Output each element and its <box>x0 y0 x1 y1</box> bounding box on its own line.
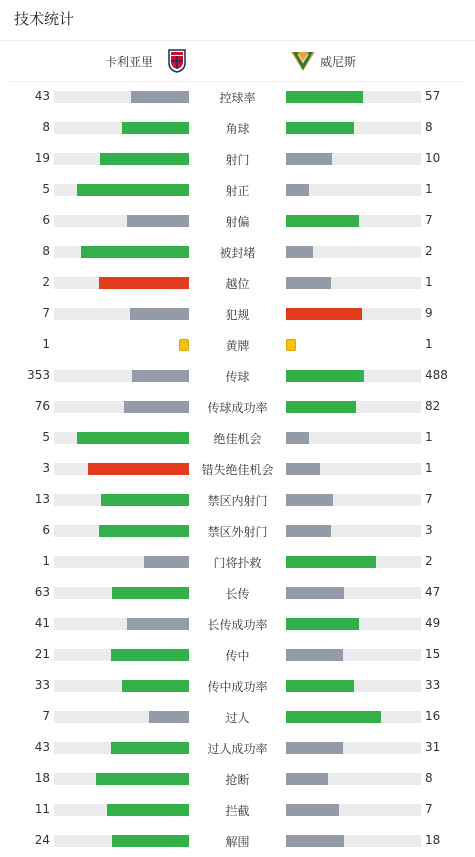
away-bar-fill <box>286 587 344 599</box>
home-bar-track <box>54 618 189 630</box>
away-bar-fill <box>286 742 343 754</box>
away-value: 1 <box>425 182 433 196</box>
away-bar-track <box>286 525 421 537</box>
home-bar-track <box>54 432 189 444</box>
away-value: 49 <box>425 616 441 630</box>
stat-label: 禁区内射门 <box>207 494 268 508</box>
home-bar-fill <box>122 122 190 134</box>
teams-header <box>10 41 466 82</box>
stat-row <box>0 546 475 577</box>
stat-label: 解围 <box>225 835 250 849</box>
away-value: 10 <box>425 151 441 165</box>
away-value: 2 <box>425 244 433 258</box>
stat-row <box>0 732 475 763</box>
home-bar-track <box>54 835 189 847</box>
away-bar-fill <box>286 773 328 785</box>
away-value: 16 <box>425 709 441 723</box>
home-value: 7 <box>42 709 50 723</box>
home-bar-track <box>54 246 189 258</box>
home-bar-fill <box>88 463 189 475</box>
stat-label: 传中 <box>225 649 250 663</box>
away-value: 488 <box>425 368 448 382</box>
home-value: 63 <box>34 585 50 599</box>
stat-label: 控球率 <box>219 91 256 105</box>
away-value: 18 <box>425 833 441 847</box>
home-bar-fill <box>130 308 189 320</box>
away-bar-track <box>286 246 421 258</box>
home-value: 5 <box>42 430 50 444</box>
stat-row <box>0 329 475 360</box>
stat-row <box>0 608 475 639</box>
home-bar-fill <box>127 618 189 630</box>
stat-row <box>0 763 475 794</box>
away-bar-track <box>286 370 421 382</box>
away-bar-track <box>286 649 421 661</box>
away-value: 3 <box>425 523 433 537</box>
away-bar-track <box>286 711 421 723</box>
home-value: 8 <box>42 120 50 134</box>
stat-label: 被封堵 <box>219 246 256 260</box>
away-value: 1 <box>425 337 433 351</box>
home-bar-fill <box>77 432 189 444</box>
stats-list <box>0 81 475 856</box>
stat-label: 门将扑救 <box>213 556 262 570</box>
yellow-card-icon <box>286 339 296 351</box>
away-bar-fill <box>286 680 354 692</box>
away-value: 1 <box>425 461 433 475</box>
away-bar-fill <box>286 91 363 103</box>
stat-row <box>0 577 475 608</box>
home-value: 1 <box>42 337 50 351</box>
away-value: 8 <box>425 771 433 785</box>
home-bar-track <box>54 525 189 537</box>
stat-row <box>0 639 475 670</box>
home-value: 18 <box>34 771 50 785</box>
home-value: 43 <box>34 89 50 103</box>
away-bar-fill <box>286 556 376 568</box>
home-bar-track <box>54 742 189 754</box>
away-bar-fill <box>286 184 309 196</box>
stat-label: 角球 <box>225 122 250 136</box>
home-bar-fill <box>112 587 189 599</box>
away-bar-track <box>286 587 421 599</box>
away-value: 8 <box>425 120 433 134</box>
away-bar-track <box>286 277 421 289</box>
away-bar-fill <box>286 525 331 537</box>
away-bar-track <box>286 308 421 320</box>
stat-row <box>0 205 475 236</box>
away-value: 7 <box>425 492 433 506</box>
home-bar-fill <box>124 401 189 413</box>
away-value: 1 <box>425 430 433 444</box>
home-value: 7 <box>42 306 50 320</box>
home-bar-track <box>54 773 189 785</box>
away-bar-track <box>286 680 421 692</box>
away-bar-fill <box>286 215 359 227</box>
stat-label: 错失绝佳机会 <box>201 463 274 477</box>
away-bar-track <box>286 432 421 444</box>
home-bar-fill <box>131 91 189 103</box>
home-value: 19 <box>34 151 50 165</box>
home-bar-fill <box>144 556 189 568</box>
away-value: 7 <box>425 213 433 227</box>
home-bar-fill <box>112 835 189 847</box>
home-value: 24 <box>34 833 50 847</box>
away-bar-track <box>286 401 421 413</box>
away-bar-track <box>286 184 421 196</box>
venezia-crest-icon[interactable] <box>290 50 316 72</box>
away-value: 33 <box>425 678 441 692</box>
stat-label: 传球 <box>225 370 250 384</box>
home-value: 21 <box>34 647 50 661</box>
away-bar-track <box>286 835 421 847</box>
home-bar-track <box>54 556 189 568</box>
home-bar-fill <box>100 153 189 165</box>
stat-row <box>0 422 475 453</box>
stat-row <box>0 825 475 856</box>
home-bar-track <box>54 401 189 413</box>
away-bar-track <box>286 91 421 103</box>
home-bar-track <box>54 494 189 506</box>
home-bar-track <box>54 804 189 816</box>
home-value: 2 <box>42 275 50 289</box>
away-bar-fill <box>286 401 356 413</box>
stat-row <box>0 670 475 701</box>
home-value: 5 <box>42 182 50 196</box>
away-bar-fill <box>286 308 362 320</box>
home-bar-fill <box>127 215 189 227</box>
away-value: 31 <box>425 740 441 754</box>
page-title: 技术统计 <box>14 10 75 28</box>
away-bar-fill <box>286 463 320 475</box>
stat-row <box>0 794 475 825</box>
away-value: 57 <box>425 89 441 103</box>
home-value: 11 <box>34 802 50 816</box>
stat-label: 长传成功率 <box>207 618 268 632</box>
home-bar-track <box>54 184 189 196</box>
home-value: 1 <box>42 554 50 568</box>
cagliari-crest-icon[interactable] <box>167 49 187 73</box>
away-bar-track <box>286 804 421 816</box>
home-value: 43 <box>34 740 50 754</box>
home-bar-fill <box>99 277 189 289</box>
away-bar-fill <box>286 649 343 661</box>
stat-label: 绝佳机会 <box>213 432 262 446</box>
away-value: 15 <box>425 647 441 661</box>
stat-row <box>0 360 475 391</box>
home-bar-track <box>54 680 189 692</box>
home-value: 76 <box>34 399 50 413</box>
home-bar-fill <box>96 773 189 785</box>
stat-row <box>0 453 475 484</box>
stat-label: 禁区外射门 <box>207 525 268 539</box>
yellow-card-icon <box>179 339 189 351</box>
home-value: 13 <box>34 492 50 506</box>
home-bar-fill <box>149 711 190 723</box>
away-bar-fill <box>286 835 344 847</box>
away-bar-fill <box>286 711 381 723</box>
away-bar-track <box>286 556 421 568</box>
away-bar-track <box>286 494 421 506</box>
home-bar-track <box>54 463 189 475</box>
away-bar-track <box>286 122 421 134</box>
away-value: 7 <box>425 802 433 816</box>
away-value: 1 <box>425 275 433 289</box>
away-bar-fill <box>286 122 354 134</box>
stat-row <box>0 484 475 515</box>
home-bar-fill <box>77 184 189 196</box>
home-bar-track <box>54 91 189 103</box>
stat-row <box>0 701 475 732</box>
home-bar-track <box>54 370 189 382</box>
home-team-name[interactable]: 卡利亚里 <box>104 55 153 69</box>
stat-label: 黄牌 <box>225 339 250 353</box>
home-value: 6 <box>42 523 50 537</box>
away-bar-fill <box>286 277 331 289</box>
home-bar-track <box>54 587 189 599</box>
away-bar-track <box>286 742 421 754</box>
home-bar-track <box>54 215 189 227</box>
home-bar-track <box>54 308 189 320</box>
home-value: 8 <box>42 244 50 258</box>
home-bar-track <box>54 277 189 289</box>
away-value: 2 <box>425 554 433 568</box>
stat-label: 越位 <box>225 277 250 291</box>
home-bar-fill <box>111 742 189 754</box>
stat-row <box>0 298 475 329</box>
home-bar-fill <box>99 525 189 537</box>
stat-row <box>0 515 475 546</box>
home-bar-fill <box>122 680 190 692</box>
away-bar-track <box>286 618 421 630</box>
stat-label: 犯规 <box>225 308 250 322</box>
stat-row <box>0 112 475 143</box>
stat-label: 长传 <box>225 587 250 601</box>
away-value: 9 <box>425 306 433 320</box>
stat-label: 拦截 <box>225 804 250 818</box>
away-value: 47 <box>425 585 441 599</box>
stat-label: 传球成功率 <box>207 401 268 415</box>
stat-row <box>0 143 475 174</box>
away-bar-fill <box>286 370 364 382</box>
stat-label: 抢断 <box>225 773 250 787</box>
away-bar-track <box>286 773 421 785</box>
home-bar-track <box>54 153 189 165</box>
stat-row <box>0 174 475 205</box>
away-bar-fill <box>286 246 313 258</box>
away-team-name[interactable]: 威尼斯 <box>320 55 357 69</box>
home-bar-fill <box>107 804 189 816</box>
home-bar-track <box>54 711 189 723</box>
stat-label: 射正 <box>225 184 250 198</box>
home-value: 3 <box>42 461 50 475</box>
away-bar-track <box>286 215 421 227</box>
home-value: 41 <box>34 616 50 630</box>
home-value: 33 <box>34 678 50 692</box>
home-bar-fill <box>132 370 189 382</box>
away-bar-track <box>286 463 421 475</box>
stat-row <box>0 236 475 267</box>
stat-label: 传中成功率 <box>207 680 268 694</box>
home-bar-fill <box>101 494 189 506</box>
stat-row <box>0 81 475 112</box>
home-bar-track <box>54 649 189 661</box>
home-bar-track <box>54 122 189 134</box>
away-bar-fill <box>286 432 309 444</box>
away-bar-fill <box>286 804 339 816</box>
stat-label: 过人成功率 <box>207 742 268 756</box>
away-bar-track <box>286 153 421 165</box>
home-bar-fill <box>111 649 189 661</box>
stat-row <box>0 391 475 422</box>
stat-label: 射门 <box>225 153 250 167</box>
home-bar-fill <box>81 246 189 258</box>
away-bar-fill <box>286 494 333 506</box>
stat-label: 过人 <box>225 711 250 725</box>
away-value: 82 <box>425 399 441 413</box>
home-value: 6 <box>42 213 50 227</box>
away-bar-fill <box>286 618 359 630</box>
stat-label: 射偏 <box>225 215 250 229</box>
stat-row <box>0 267 475 298</box>
home-value: 353 <box>27 368 50 382</box>
away-bar-fill <box>286 153 332 165</box>
